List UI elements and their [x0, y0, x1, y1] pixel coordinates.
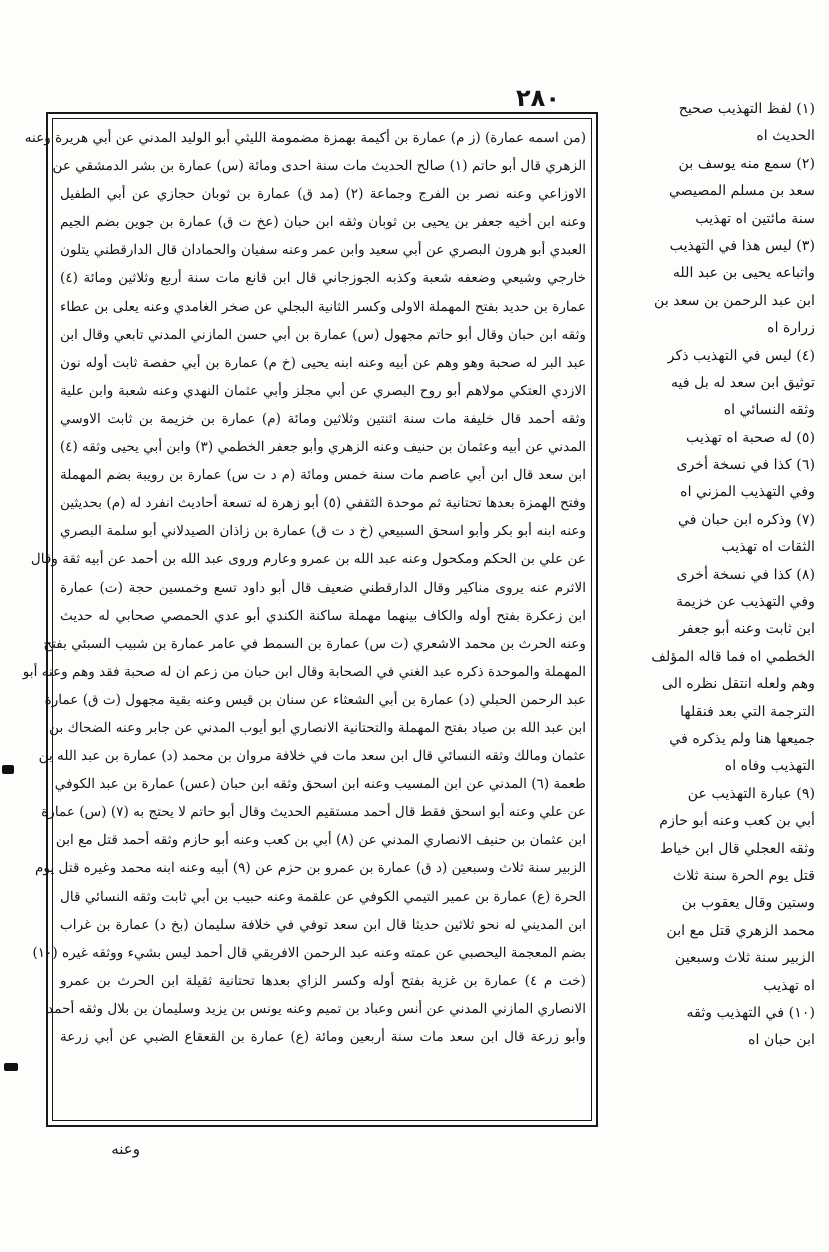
main-text-line: (من اسمه عمارة) (ز م) عمارة بن أكيمة بهمزة مضمومة الليثي أبو الوليد المدني عن أبي هريرة وعنه — [24, 130, 586, 146]
footnote-line: (٤) ليس في التهذيب ذكر — [667, 347, 815, 364]
main-text-line: ابن عبد الله بن صياد بفتح المهملة والتحتانية الانصاري أبو أيوب المدني عن جابر وعنه الضحاك بن — [49, 719, 586, 736]
footnote-line: وثقه النسائي اه — [723, 402, 815, 419]
main-text-line: (خت م ٤) عمارة بن غزية بفتح أوله وكسر الزاي بعدها تحتانية ثقيلة ابن الحرث بن عمرو — [60, 972, 586, 989]
main-text-line: خارجي وشيعي وضعفه شعبة وكذبه الجوزجاني قال ابن قانع مات سنة أربع وثلاثين ومائة (٤) — [60, 270, 586, 287]
footnote-line: (٧) وذكره ابن حبان في — [677, 511, 815, 528]
main-text-line: وعنه الحرث بن محمد الاشعري (ت س) عمارة بن السمط في عامر عمارة بن شبيب السبئي بفتح — [43, 635, 586, 652]
main-text-line: الاوزاعي وعنه نصر بن الفرج وجماعة (٢) (مد ق) عمارة بن ثوبان حجازي عن أبي الطفيل — [60, 186, 586, 203]
main-text-line: طعمة (٦) المدني عن ابن المسيب وعنه ابن اسحق وثقه ابن حبان (عس) عمارة بن عبد الكوفي — [54, 776, 586, 793]
footnote-line: (٢) سمع منه يوسف بن — [678, 155, 815, 172]
footnote-line: توثيق ابن سعد له بل فيه — [670, 374, 815, 391]
main-text-line: عن علي وعنه أبو اسحق فقط قال أحمد مستقيم الحديث وقال أبو حاتم لا يحتج به (٧) (س) عمارة — [41, 804, 586, 821]
main-text-line: المهملة والموحدة ذكره عبد الغني في الصحابة وقال ابن حبان من زعم ان له صحبة فقد وهم وعنه أبو — [22, 663, 586, 680]
footnote-line: جميعها هنا ولم يذكره في — [669, 730, 815, 747]
footnote-line: (٩) عبارة التهذيب عن — [687, 785, 815, 802]
footnote-line: الثقات اه تهذيب — [721, 539, 815, 556]
main-text-line: ابن المديني له نحو ثلاثين حديثا قال ابن سعد توفي في خلافة سليمان (بخ د) عمارة بن غراب — [60, 916, 586, 933]
footnote-line: زرارة اه — [767, 320, 815, 337]
footnote-line: قتل يوم الحرة سنة ثلاث — [672, 867, 815, 884]
footnote-line: (٨) كذا في نسخة أخرى — [676, 566, 815, 583]
page-number: ٢٨٠ — [516, 84, 560, 112]
footnote-line: ابن حبان اه — [748, 1032, 815, 1049]
main-text-line: عمارة بن حديد بفتح المهملة الاولى وكسر الثانية البجلي عن صخر الغامدي وعنه يعلى بن عطاء — [60, 298, 586, 315]
main-text-line: ابن سعد قال ابن أبي عاصم مات سنة خمس ومائة (م د ت س) عمارة بن رويبة بضم المهملة — [60, 467, 586, 484]
footnote-line: الخطمي اه فما قاله المؤلف — [651, 648, 815, 665]
footnote-line: الترجمة التي بعد فنقلها — [680, 703, 815, 720]
main-text-line: وثقه أحمد قال خليفة مات سنة اثنتين وثلاثين ومائة (م) عمارة بن خزيمة بن ثابت الاوسي — [60, 410, 586, 427]
main-text-line: وعنه ابن أخيه جعفر بن يحيى بن ثوبان وثقه ابن حبان (عخ ت ق) عمارة بن جوين بضم الجيم — [60, 214, 586, 231]
footnote-line: (٥) له صحبة اه تهذيب — [686, 429, 815, 446]
catchword: وعنه — [111, 1140, 140, 1158]
footnote-line: وهم ولعله انتقل نظره الى — [661, 676, 815, 693]
footnote-line: ابن ثابت وعنه أبو جعفر — [679, 621, 815, 638]
footnote-line: (٦) كذا في نسخة أخرى — [676, 457, 815, 474]
main-text-line: وعنه ابنه أبو بكر وأبو اسحق السبيعي (خ د ت ق) عمارة بن زاذان الصيدلاني أبو سلمة البصري — [60, 523, 586, 540]
main-text-line: وأبو زرعة قال ابن سعد مات سنة أربعين ومائة (ع) عمارة بن القعقاع الضبي عن أبي زرعة — [60, 1029, 586, 1045]
footnote-line: محمد الزهري قتل مع ابن — [666, 922, 815, 939]
main-text-line: ابن عثمان بن حنيف الانصاري المدني عن (٨) أبي بن كعب وعنه أبو حازم وثقه أحمد قتل مع ابن — [55, 832, 586, 849]
footnote-line: (١) لفظ التهذيب صحيح — [678, 101, 815, 117]
footnote-line: وستين وقال يعقوب بن — [681, 895, 815, 912]
main-text-line: الاثرم عنه يروى مناكير وقال الدارقطني ضعيف قال أبو داود تسع وخمسين حجة (ت) عمارة — [60, 579, 586, 596]
footnote-line: وثقه العجلي قال ابن خياط — [659, 840, 815, 857]
main-text-line: وثقه ابن حبان وقال أبو حاتم مجهول (س) عمارة بن أبي حسن المازني المدني تابعي وقال ابن — [60, 326, 586, 343]
footnote-line: وفي التهذيب عن خزيمة — [675, 594, 815, 611]
main-text-line: ابن زعكرة بفتح أوله والكاف بينهما مهملة ساكنة الكندي أبو عدي الحمصي صحابي له حديث — [60, 607, 586, 624]
main-text-column — [22, 124, 586, 1116]
main-text-line: الزهري قال أبو حاتم (١) صالح الحديث مات سنة احدى ومائة (س) عمارة بن بشر الدمشقي عن — [52, 158, 586, 175]
footnote-line: التهذيب وفاه اه — [724, 758, 815, 775]
main-text-line: العبدي أبو هرون البصري عن أبي سعيد وابن عمر وعنه سفيان والحمادان قال الدارقطني يتلون — [60, 242, 586, 259]
main-text-line: عثمان ومالك وثقه النسائي قال ابن سعد مات في خلافة مروان بن محمد (د) عمارة بن عبد الله بن — [38, 748, 586, 765]
footnote-line: (١٠) في التهذيب وثقه — [686, 1004, 815, 1021]
footnote-line: الحديث اه — [756, 128, 815, 145]
main-text-line: وفتح الهمزة بعدها تحتانية ثم موحدة الثقفي (٥) أبو زهرة له تسعة أحاديث انفرد له (م) بحديثين — [60, 495, 586, 512]
footnotes-margin-column — [610, 96, 815, 1096]
main-text-line: الانصاري المازني المدني عن أنس وعباد بن تميم وعنه يونس بن يزيد وسليمان بن بلال وثقه أحمد — [47, 1000, 586, 1017]
footnote-line: أبي بن كعب وعنه أبو حازم — [659, 813, 815, 830]
footnote-line: اه تهذيب — [763, 977, 815, 994]
main-text-line: عبد البر له صحبة وهو وهم عن أبيه وعنه ابنه يحيى (خ م) عمارة بن أبي حفصة ثابت أوله نون — [60, 354, 586, 371]
main-text-line: المدني عن أبيه وعثمان بن حنيف وعنه الزهري وأبو جعفر الخطمي (٣) وابن أبي يحيى وثقه (٤) — [59, 439, 586, 456]
main-text-line: الازدي العتكي مولاهم أبو روح البصري عن أبي مجلز وأبي عثمان النهدي وعنه شعبة وابن علية — [60, 382, 586, 399]
footnote-line: وفي التهذيب المزني اه — [680, 484, 815, 501]
footnote-line: واتباعه يحيى بن عبد الله — [672, 265, 815, 282]
footnote-line: الزبير سنة ثلاث وسبعين — [674, 950, 815, 967]
footnote-line: ابن عبد الرحمن بن سعد بن — [654, 292, 815, 309]
main-text-line: بضم المعجمة اليحصبي عن عمته وعنه عبد الرحمن الافريقي قال أحمد ليس بشيء ووثقه غيره (١٠) — [32, 944, 586, 961]
footnote-line: سنة مائتين اه تهذيب — [695, 210, 815, 227]
footnote-line: سعد بن مسلم المصيصي — [668, 183, 815, 200]
main-text-line: الزبير سنة ثلاث وسبعين (د ق) عمارة بن عمرو بن حزم عن (٩) أبيه وعنه ابنه محمد وغيره قتل يوم — [35, 860, 586, 877]
main-text-line: الحرة (ع) عمارة بن عمير التيمي الكوفي عن علقمة وعنه حبيب بن أبي ثابت وثقه النسائي قال — [60, 888, 586, 905]
scan-edge-mark — [4, 1063, 18, 1071]
footnote-line: (٣) ليس هذا في التهذيب — [669, 237, 815, 254]
main-text-line: عن علي بن الحكم ومكحول وعنه عبد الله بن عمرو وعارم وروى عبد الله بن أحمد عن أبيه ثقة وقال — [30, 551, 586, 568]
main-text-line: عبد الرحمن الحبلي (د) عمارة بن أبي الشعثاء عن سنان بن قيس وعنه بقية مجهول (ت ق) عمارة — [44, 691, 586, 708]
scan-edge-mark — [2, 765, 14, 774]
